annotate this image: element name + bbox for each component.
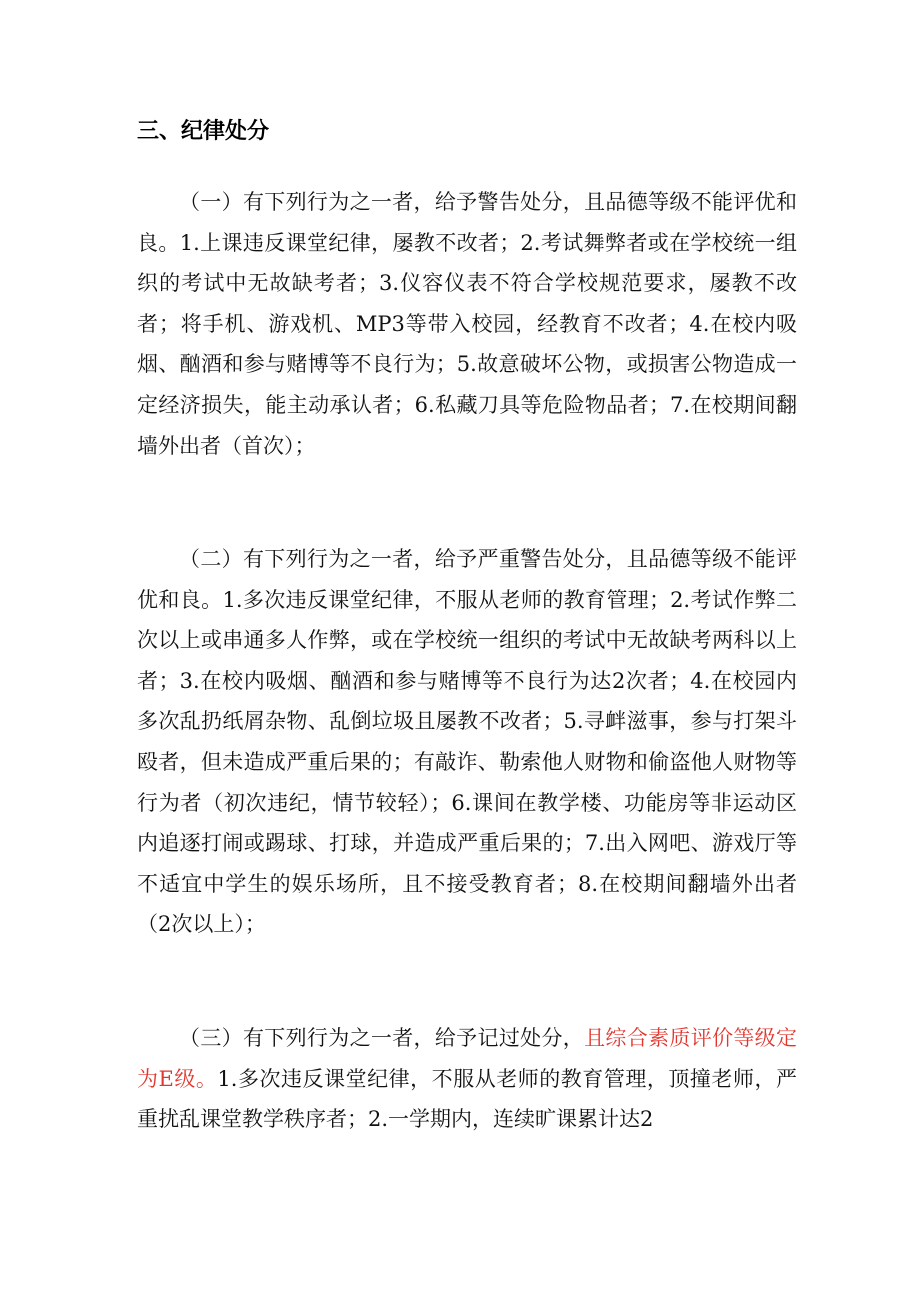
paragraph-warning (137, 182, 797, 466)
paragraph-demerit-rest: 1.多次违反课堂纪律，不服从老师的教育管理，顶撞老师，严重扰乱课堂教学秩序者；2.一学期内，连续旷课累计达2 (137, 1066, 797, 1132)
paragraph-demerit-intro: （三）有下列行为之一者，给予记过处分， (179, 1026, 585, 1050)
paragraph-warning-text: （一）有下列行为之一者，给予警告处分，且品德等级不能评优和良。1.上课违反课堂纪律，屡教不改者；2.考试舞弊者或在学校统一组织的考试中无故缺考者；3.仪容仪表不符合学校规范要求，屡教不改者；将手机、游戏机、MP3等带入校园，经教育不改者；4.在校内吸烟、酗酒和参与赌博等不良行为；5.故意破坏公物，或损害公物造成一定经济损失，能主动承认者；6.私藏刀具等危险物品者；7.在校期间翻墙外出者（首次）； (137, 190, 797, 458)
paragraph-demerit-highlight: 且综合素质评价等级定为E级。 (137, 1026, 798, 1091)
paragraph-serious-warning-text: （二）有下列行为之一者，给予严重警告处分，且品德等级不能评优和良。1.多次违反课堂纪律，不服从老师的教育管理；2.考试作弊二次以上或串通多人作弊，或在学校统一组织的考试中无故缺考两科以上者；3.在校内吸烟、酗酒和参与赌博等不良行为达2次者；4.在校园内多次乱扔纸屑杂物、乱倒垃圾且屡教不改者；5.寻衅滋事，参与打架斗殴者，但未造成严重后果的；有敲诈、勒索他人财物和偷盗他人财物等行为者（初次违纪，情节较轻）；6.课间在教学楼、功能房等非运动区内追逐打闹或踢球、打球，并造成严重后果的；7.出入网吧、游戏厅等不适宜中学生的娱乐场所，且不接受教育者；8.在校期间翻墙外出者（2次以上）； (137, 547, 797, 937)
paragraph-demerit (137, 1018, 797, 1140)
section-title: 三、纪律处分 (137, 119, 270, 144)
paragraph-serious-warning (137, 539, 797, 945)
